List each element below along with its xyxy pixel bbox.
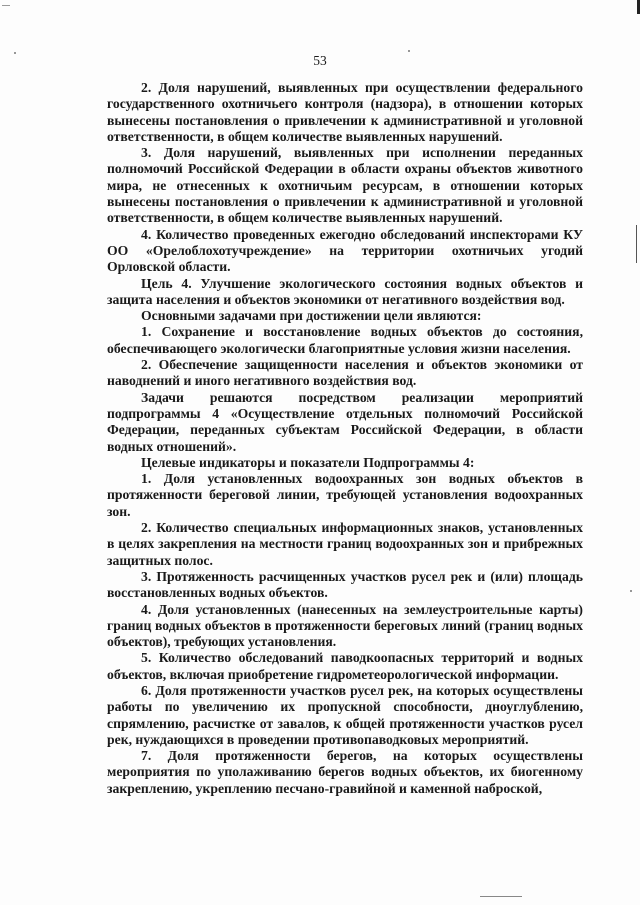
- paragraph: 2. Доля нарушений, выявленных при осуществлении федерального государственного охотничьего контроля (надзора), в отношении которых вынесены постановления о привлечении к административной и уголовной ответственности, в общем количестве выявленных нарушений.: [107, 80, 583, 144]
- document-body: [107, 80, 583, 797]
- paragraph: 5. Количество обследований паводкоопасных территорий и водных объектов, включая приобретение гидрометеорологической информации.: [107, 650, 583, 682]
- paragraph: 4. Доля установленных (нанесенных на землеустроительные карты) границ водных объектов в протяженности береговых линий (границ водных объектов), требующих установления.: [107, 601, 583, 650]
- scan-artifact: [408, 50, 410, 52]
- paragraph: Целевые индикаторы и показатели Подпрограммы 4:: [141, 454, 475, 470]
- paragraph: 7. Доля протяженности берегов, на которых осуществлены мероприятия по уполаживанию берегов водных объектов, их биогенному закреплению, укреплению песчано-гравийной и каменной наброской,: [107, 748, 583, 796]
- paragraph: 3. Доля нарушений, выявленных при исполнении переданных полномочий Российской Федерации в области охраны объектов животного мира, не отнесенных к охотничьим ресурсам, в отношении которых вынесены постановления о привлечении к административной и уголовной ответственности, в общем количестве выявленных нарушений.: [107, 145, 583, 226]
- paragraph: Цель 4. Улучшение экологического состояния водных объектов и защита населения и объектов экономики от негативного воздействия вод.: [107, 275, 583, 307]
- paragraph: 1. Сохранение и восстановление водных объектов до состояния, обеспечивающего экологически благоприятные условия жизни населения.: [107, 324, 583, 356]
- paragraph: 4. Количество проведенных ежегодно обследований инспекторами КУ ОО «Орелоблохотучреждение» на территории охотничьих угодий Орловской области.: [107, 226, 583, 275]
- scan-artifact: [480, 896, 522, 897]
- page-number: 53: [313, 53, 327, 68]
- paragraph: 2. Количество специальных информационных знаков, установленных в целях закрепления на местности границ водоохранных зон и прибрежных защитных полос.: [107, 520, 583, 568]
- paragraph: 1. Доля установленных водоохранных зон водных объектов в протяженности береговой линии, требующей установления водоохранных зон.: [107, 471, 583, 519]
- scan-artifact: [2, 5, 10, 6]
- paragraph: 2. Обеспечение защищенности населения и объектов экономики от наводнений и иного негативного воздействия вод.: [107, 357, 583, 389]
- scan-artifact: [630, 590, 632, 592]
- paragraph: 3. Протяженность расчищенных участков русел рек и (или) площадь восстановленных водных объектов.: [107, 568, 583, 601]
- paragraph: Основными задачами при достижении цели являются:: [141, 308, 482, 324]
- paragraph: Задачи решаются посредством реализации мероприятий подпрограммы 4 «Осуществление отдельных полномочий Российской Федерации, переданных субъектам Российской Федерации, в области водных отношений».: [107, 389, 583, 454]
- paragraph: 6. Доля протяженности участков русел рек, на которых осуществлены работы по увеличению их пропускной способности, дноуглублению, спрямлению, расчистке от завалов, к общей протяженности участков русел рек, нуждающихся в проведении противопаводковых мероприятий.: [107, 682, 583, 747]
- scan-artifact: [636, 225, 637, 263]
